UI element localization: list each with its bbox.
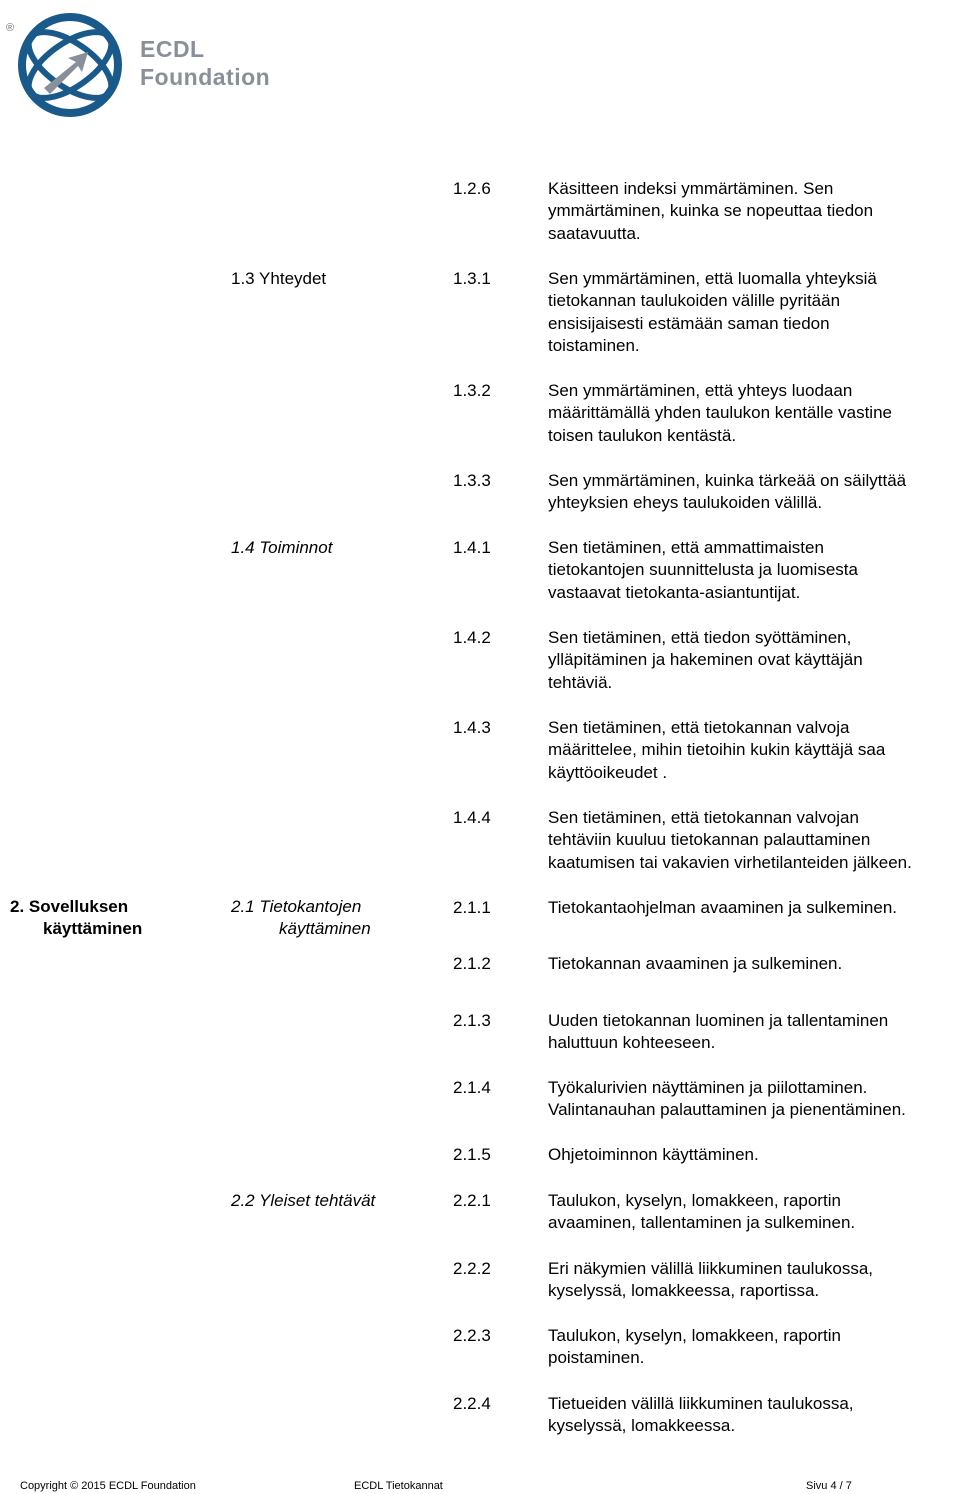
item-ref: 1.4.2 [453,628,491,647]
logo-text-ecdl: ECDL [140,36,205,62]
item-text-line: tehtäviä. [548,672,613,692]
item-text-line: Käsitteen indeksi ymmärtäminen. Sen [548,179,834,198]
section-title [231,896,401,941]
item-text-line: Sen ymmärtäminen, että luomalla yhteyksiä [548,269,877,288]
item-ref: 1.3.1 [453,269,491,288]
item-text-line: avaaminen, tallentaminen ja sulkeminen. [548,1213,856,1233]
item-ref: 2.2.4 [453,1394,491,1413]
item-ref: 1.3.2 [453,381,491,400]
item-text-line: määrittämällä yhden taulukon kentälle vastine [548,403,892,423]
item-text-line: kyselyssä, lomakkeessa. [548,1416,736,1436]
item-text-line: Tietokannan avaaminen ja sulkeminen. [548,954,843,973]
item-ref: 1.4.3 [453,718,491,737]
item-text-line: käyttöoikeudet . [548,762,668,782]
logo-text-foundation: Foundation [140,64,271,90]
item-text-line: Eri näkymien välillä liikkuminen taulukossa, [548,1259,874,1278]
item-ref: 2.1.3 [453,1011,491,1030]
item-text-line: Tietueiden välillä liikkuminen taulukossa, [548,1394,854,1413]
item-text-line: poistaminen. [548,1348,645,1368]
item-text-line: tietokannan taulukoiden välille pyritään [548,291,841,311]
item-ref: 2.2.2 [453,1259,491,1278]
footer-document-title: ECDL Tietokannat [354,1480,443,1492]
footer-page-number: Sivu 4 / 7 [806,1480,852,1492]
section-title: 1.3 Yhteydet [231,269,327,288]
item-text-line: Taulukon, kyselyn, lomakkeen, raportin [548,1191,841,1210]
item-text-line: toisen taulukon kentästä. [548,425,737,445]
category-title-line: käyttäminen [43,919,143,939]
item-text-line: Uuden tietokannan luominen ja tallentaminen [548,1011,889,1030]
item-text-line: ymmärtäminen, kuinka se nopeuttaa tiedon [548,201,874,221]
item-text-line: toistaminen. [548,335,640,355]
item-text-line: yhteyksien eheys taulukoiden välillä. [548,493,823,513]
item-text-line: Tietokantaohjelman avaaminen ja sulkeminen. [548,898,898,917]
item-text-line: Sen tietäminen, että tiedon syöttäminen, [548,628,852,647]
item-ref: 1.4.1 [453,538,491,557]
item-ref: 1.2.6 [453,179,491,198]
item-text-line: kyselyssä, lomakkeessa, raportissa. [548,1281,820,1301]
item-ref: 2.2.1 [453,1191,491,1210]
item-ref: 2.1.2 [453,954,491,973]
item-text-line: Ohjetoiminnon käyttäminen. [548,1145,759,1164]
item-ref: 1.3.3 [453,471,491,490]
item-ref: 1.4.4 [453,808,491,827]
category-title [10,896,170,941]
registered-mark: ® [6,22,15,34]
item-text-line: kaatumisen tai vakavien virhetilanteiden jälkeen. [548,852,912,872]
item-ref: 2.1.5 [453,1145,491,1164]
item-ref: 2.1.1 [453,898,491,917]
item-ref: 2.1.4 [453,1078,491,1097]
item-text-line: Sen tietäminen, että tietokannan valvoja [548,718,850,737]
item-text-line: saatavuutta. [548,223,641,243]
section-title: 1.4 Toiminnot [231,538,333,557]
item-text-line: vastaavat tietokanta-asiantuntijat. [548,582,801,602]
item-ref: 2.2.3 [453,1326,491,1345]
section-title-line: käyttäminen [279,919,371,939]
item-text-line: ylläpitäminen ja hakeminen ovat käyttäjän [548,650,863,670]
item-text-line: Sen tietäminen, että ammattimaisten [548,538,824,557]
category-title-line: 2. Sovelluksen [10,897,129,916]
item-text-line: Sen ymmärtäminen, kuinka tärkeää on säilyttää [548,471,907,490]
item-text-line: Sen ymmärtäminen, että yhteys luodaan [548,381,853,400]
item-text-line: haluttuun kohteeseen. [548,1033,716,1053]
item-text-line: tietokantojen suunnittelusta ja luomisesta [548,560,858,580]
section-title: 2.2 Yleiset tehtävät [231,1191,376,1210]
item-text-line: Valintanauhan palauttaminen ja pienentäminen. [548,1100,906,1120]
item-text-line: ensisijaisesti estämään saman tiedon [548,313,830,333]
footer-copyright: Copyright © 2015 ECDL Foundation [20,1480,196,1492]
item-text-line: Työkalurivien näyttäminen ja piilottaminen. [548,1078,868,1097]
item-text-line: määrittelee, mihin tietoihin kukin käyttäjä saa [548,740,886,760]
item-text-line: Taulukon, kyselyn, lomakkeen, raportin [548,1326,841,1345]
item-text-line: Sen tietäminen, että tietokannan valvojan [548,808,859,827]
section-title-line: 2.1 Tietokantojen [231,897,362,916]
item-text-line: tehtäviin kuuluu tietokannan palauttaminen [548,830,871,850]
